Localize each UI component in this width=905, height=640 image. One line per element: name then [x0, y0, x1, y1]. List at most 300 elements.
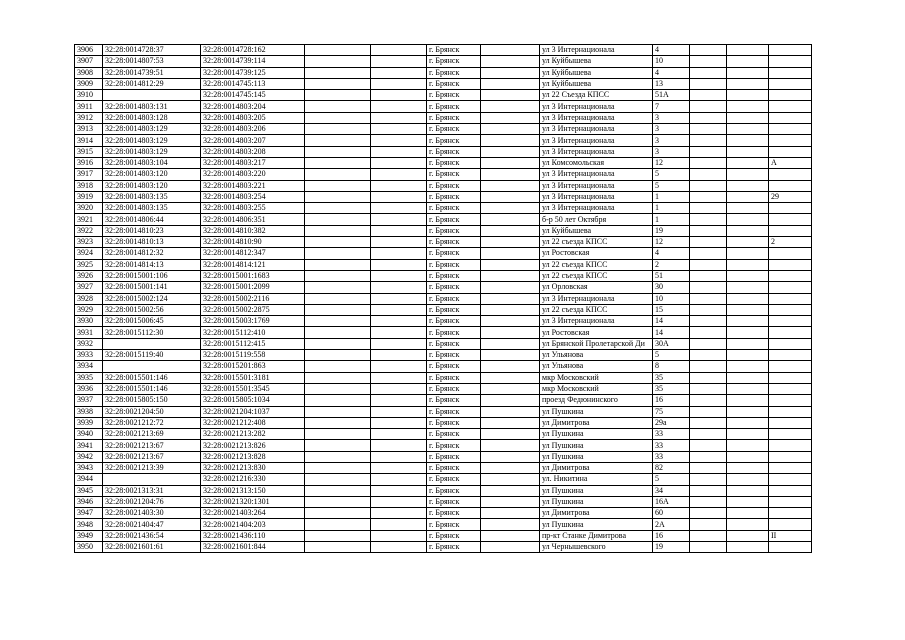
street-cell: ул Чернышевского	[540, 542, 653, 553]
table-row	[75, 406, 812, 417]
land-cadastral-number-cell: 32:28:0015112:30	[103, 327, 201, 338]
row-number-cell: 3916	[75, 157, 103, 168]
row-number-cell: 3913	[75, 124, 103, 135]
blank-cell-c	[481, 259, 540, 270]
blank-cell-c	[481, 56, 540, 67]
building-cadastral-number-cell: 32:28:0021436:110	[201, 530, 305, 541]
blank-cell-b	[371, 180, 427, 191]
blank-cell-d	[690, 248, 727, 259]
blank-cell-a	[305, 395, 371, 406]
blank-cell-a	[305, 327, 371, 338]
blank-cell-c	[481, 338, 540, 349]
house-number-cell: 2	[653, 259, 690, 270]
street-cell: ул 3 Интернационала	[540, 191, 653, 202]
blank-cell-e	[727, 508, 769, 519]
row-number-cell: 3944	[75, 474, 103, 485]
city-cell: г. Брянск	[427, 372, 481, 383]
blank-cell-e	[727, 496, 769, 507]
blank-cell-c	[481, 270, 540, 281]
blank-cell-b	[371, 45, 427, 56]
blank-cell-e	[727, 395, 769, 406]
blank-cell-d	[690, 293, 727, 304]
blank-cell-a	[305, 338, 371, 349]
extra-cell	[769, 304, 812, 315]
extra-cell	[769, 112, 812, 123]
table-row	[75, 225, 812, 236]
extra-cell	[769, 316, 812, 327]
building-cadastral-number-cell: 32:28:0014745:113	[201, 78, 305, 89]
table-row	[75, 203, 812, 214]
table-row	[75, 67, 812, 78]
blank-cell-a	[305, 225, 371, 236]
street-cell: ул Брянской Пролетарской Ди	[540, 338, 653, 349]
land-cadastral-number-cell: 32:28:0014739:51	[103, 67, 201, 78]
city-cell: г. Брянск	[427, 45, 481, 56]
building-cadastral-number-cell: 32:28:0014803:221	[201, 180, 305, 191]
extra-cell	[769, 225, 812, 236]
street-cell: мкр Московский	[540, 383, 653, 394]
blank-cell-a	[305, 429, 371, 440]
row-number-cell: 3930	[75, 316, 103, 327]
blank-cell-a	[305, 191, 371, 202]
extra-cell	[769, 45, 812, 56]
house-number-cell: 5	[653, 474, 690, 485]
extra-cell	[769, 293, 812, 304]
blank-cell-b	[371, 282, 427, 293]
blank-cell-a	[305, 146, 371, 157]
city-cell: г. Брянск	[427, 180, 481, 191]
land-cadastral-number-cell	[103, 338, 201, 349]
blank-cell-c	[481, 383, 540, 394]
blank-cell-a	[305, 135, 371, 146]
extra-cell	[769, 259, 812, 270]
house-number-cell: 3	[653, 124, 690, 135]
house-number-cell: 12	[653, 237, 690, 248]
blank-cell-b	[371, 146, 427, 157]
building-cadastral-number-cell: 32:28:0021404:203	[201, 519, 305, 530]
blank-cell-e	[727, 90, 769, 101]
building-cadastral-number-cell: 32:28:0014803:208	[201, 146, 305, 157]
building-cadastral-number-cell: 32:28:0015201:863	[201, 361, 305, 372]
blank-cell-a	[305, 406, 371, 417]
building-cadastral-number-cell: 32:28:0014728:162	[201, 45, 305, 56]
blank-cell-c	[481, 180, 540, 191]
extra-cell	[769, 248, 812, 259]
land-cadastral-number-cell: 32:28:0021212:72	[103, 417, 201, 428]
building-cadastral-number-cell: 32:28:0015112:410	[201, 327, 305, 338]
row-number-cell: 3947	[75, 508, 103, 519]
blank-cell-c	[481, 237, 540, 248]
blank-cell-b	[371, 395, 427, 406]
blank-cell-c	[481, 203, 540, 214]
blank-cell-d	[690, 451, 727, 462]
building-cadastral-number-cell: 32:28:0021601:844	[201, 542, 305, 553]
house-number-cell: 3	[653, 146, 690, 157]
blank-cell-e	[727, 530, 769, 541]
city-cell: г. Брянск	[427, 519, 481, 530]
blank-cell-c	[481, 146, 540, 157]
street-cell: ул Ульянова	[540, 350, 653, 361]
blank-cell-d	[690, 67, 727, 78]
blank-cell-a	[305, 56, 371, 67]
building-cadastral-number-cell: 32:28:0021320:1301	[201, 496, 305, 507]
blank-cell-d	[690, 508, 727, 519]
row-number-cell: 3933	[75, 350, 103, 361]
table-row	[75, 474, 812, 485]
street-cell: ул Куйбышева	[540, 225, 653, 236]
house-number-cell: 1	[653, 214, 690, 225]
blank-cell-d	[690, 395, 727, 406]
blank-cell-d	[690, 135, 727, 146]
blank-cell-b	[371, 259, 427, 270]
blank-cell-a	[305, 78, 371, 89]
blank-cell-d	[690, 78, 727, 89]
row-number-cell: 3945	[75, 485, 103, 496]
land-cadastral-number-cell: 32:28:0021313:31	[103, 485, 201, 496]
blank-cell-c	[481, 90, 540, 101]
blank-cell-c	[481, 304, 540, 315]
blank-cell-c	[481, 135, 540, 146]
blank-cell-d	[690, 462, 727, 473]
table-row	[75, 383, 812, 394]
building-cadastral-number-cell: 32:28:0014803:217	[201, 157, 305, 168]
extra-cell	[769, 429, 812, 440]
extra-cell	[769, 508, 812, 519]
land-cadastral-number-cell	[103, 361, 201, 372]
blank-cell-a	[305, 485, 371, 496]
extra-cell	[769, 180, 812, 191]
blank-cell-a	[305, 101, 371, 112]
land-cadastral-number-cell	[103, 474, 201, 485]
blank-cell-b	[371, 383, 427, 394]
table-row	[75, 361, 812, 372]
blank-cell-a	[305, 237, 371, 248]
street-cell: ул 3 Интернационала	[540, 124, 653, 135]
land-cadastral-number-cell: 32:28:0014803:135	[103, 203, 201, 214]
table-row	[75, 440, 812, 451]
blank-cell-e	[727, 462, 769, 473]
row-number-cell: 3912	[75, 112, 103, 123]
building-cadastral-number-cell: 32:28:0014803:207	[201, 135, 305, 146]
blank-cell-e	[727, 293, 769, 304]
house-number-cell: 12	[653, 157, 690, 168]
city-cell: г. Брянск	[427, 248, 481, 259]
blank-cell-d	[690, 530, 727, 541]
house-number-cell: 51А	[653, 90, 690, 101]
extra-cell: 29	[769, 191, 812, 202]
table-row	[75, 124, 812, 135]
house-number-cell: 14	[653, 327, 690, 338]
extra-cell	[769, 542, 812, 553]
blank-cell-d	[690, 259, 727, 270]
city-cell: г. Брянск	[427, 237, 481, 248]
city-cell: г. Брянск	[427, 496, 481, 507]
blank-cell-d	[690, 372, 727, 383]
city-cell: г. Брянск	[427, 78, 481, 89]
blank-cell-a	[305, 282, 371, 293]
table-row	[75, 146, 812, 157]
row-number-cell: 3924	[75, 248, 103, 259]
house-number-cell: 1	[653, 203, 690, 214]
city-cell: г. Брянск	[427, 157, 481, 168]
blank-cell-b	[371, 214, 427, 225]
row-number-cell: 3923	[75, 237, 103, 248]
house-number-cell: 13	[653, 78, 690, 89]
street-cell: ул Куйбышева	[540, 56, 653, 67]
building-cadastral-number-cell: 32:28:0015001:2099	[201, 282, 305, 293]
city-cell: г. Брянск	[427, 169, 481, 180]
land-cadastral-number-cell: 32:28:0014803:135	[103, 191, 201, 202]
table-row	[75, 338, 812, 349]
table-row	[75, 327, 812, 338]
table-row	[75, 214, 812, 225]
blank-cell-d	[690, 237, 727, 248]
building-cadastral-number-cell: 32:28:0015003:1769	[201, 316, 305, 327]
street-cell: ул 22 съезда КПСС	[540, 304, 653, 315]
table-row	[75, 101, 812, 112]
city-cell: г. Брянск	[427, 350, 481, 361]
blank-cell-e	[727, 327, 769, 338]
blank-cell-b	[371, 67, 427, 78]
city-cell: г. Брянск	[427, 474, 481, 485]
blank-cell-a	[305, 440, 371, 451]
city-cell: г. Брянск	[427, 451, 481, 462]
blank-cell-e	[727, 124, 769, 135]
building-cadastral-number-cell: 32:28:0021313:150	[201, 485, 305, 496]
blank-cell-b	[371, 519, 427, 530]
blank-cell-e	[727, 112, 769, 123]
blank-cell-b	[371, 316, 427, 327]
land-cadastral-number-cell: 32:28:0021436:54	[103, 530, 201, 541]
land-cadastral-number-cell: 32:28:0014803:128	[103, 112, 201, 123]
house-number-cell: 1	[653, 191, 690, 202]
table-row	[75, 112, 812, 123]
table-row	[75, 169, 812, 180]
blank-cell-b	[371, 361, 427, 372]
city-cell: г. Брянск	[427, 90, 481, 101]
blank-cell-e	[727, 203, 769, 214]
city-cell: г. Брянск	[427, 440, 481, 451]
city-cell: г. Брянск	[427, 417, 481, 428]
blank-cell-d	[690, 101, 727, 112]
table-row	[75, 180, 812, 191]
blank-cell-c	[481, 542, 540, 553]
blank-cell-c	[481, 496, 540, 507]
table-row	[75, 530, 812, 541]
blank-cell-d	[690, 191, 727, 202]
house-number-cell: 35	[653, 383, 690, 394]
blank-cell-b	[371, 101, 427, 112]
blank-cell-d	[690, 270, 727, 281]
house-number-cell: 33	[653, 440, 690, 451]
street-cell: ул Пушкина	[540, 496, 653, 507]
blank-cell-b	[371, 508, 427, 519]
extra-cell	[769, 440, 812, 451]
blank-cell-c	[481, 293, 540, 304]
blank-cell-d	[690, 146, 727, 157]
row-number-cell: 3938	[75, 406, 103, 417]
blank-cell-c	[481, 282, 540, 293]
blank-cell-b	[371, 293, 427, 304]
table-row	[75, 542, 812, 553]
street-cell: ул 3 Интернационала	[540, 203, 653, 214]
table-row	[75, 395, 812, 406]
row-number-cell: 3914	[75, 135, 103, 146]
table-row	[75, 282, 812, 293]
house-number-cell: 82	[653, 462, 690, 473]
extra-cell: 2	[769, 237, 812, 248]
extra-cell	[769, 451, 812, 462]
row-number-cell: 3943	[75, 462, 103, 473]
street-cell: ул. Никитина	[540, 474, 653, 485]
table-row	[75, 157, 812, 168]
street-cell: ул 3 Интернационала	[540, 293, 653, 304]
street-cell: ул 3 Интернационала	[540, 101, 653, 112]
blank-cell-c	[481, 451, 540, 462]
house-number-cell: 34	[653, 485, 690, 496]
city-cell: г. Брянск	[427, 270, 481, 281]
blank-cell-b	[371, 237, 427, 248]
blank-cell-d	[690, 327, 727, 338]
row-number-cell: 3917	[75, 169, 103, 180]
blank-cell-c	[481, 350, 540, 361]
building-cadastral-number-cell: 32:28:0021213:282	[201, 429, 305, 440]
table-row	[75, 78, 812, 89]
blank-cell-e	[727, 372, 769, 383]
street-cell: пр-кт Станке Димитрова	[540, 530, 653, 541]
blank-cell-d	[690, 429, 727, 440]
blank-cell-a	[305, 112, 371, 123]
street-cell: ул Комсомольская	[540, 157, 653, 168]
blank-cell-b	[371, 429, 427, 440]
city-cell: г. Брянск	[427, 112, 481, 123]
extra-cell	[769, 135, 812, 146]
row-number-cell: 3919	[75, 191, 103, 202]
blank-cell-e	[727, 237, 769, 248]
blank-cell-b	[371, 56, 427, 67]
building-cadastral-number-cell: 32:28:0014739:114	[201, 56, 305, 67]
building-cadastral-number-cell: 32:28:0014806:351	[201, 214, 305, 225]
blank-cell-b	[371, 530, 427, 541]
table-row	[75, 451, 812, 462]
house-number-cell: 33	[653, 451, 690, 462]
house-number-cell: 75	[653, 406, 690, 417]
city-cell: г. Брянск	[427, 338, 481, 349]
extra-cell	[769, 519, 812, 530]
blank-cell-a	[305, 372, 371, 383]
blank-cell-b	[371, 135, 427, 146]
city-cell: г. Брянск	[427, 395, 481, 406]
extra-cell	[769, 372, 812, 383]
street-cell: ул 3 Интернационала	[540, 45, 653, 56]
extra-cell	[769, 462, 812, 473]
blank-cell-d	[690, 225, 727, 236]
blank-cell-a	[305, 304, 371, 315]
city-cell: г. Брянск	[427, 293, 481, 304]
blank-cell-c	[481, 316, 540, 327]
blank-cell-d	[690, 157, 727, 168]
table-row	[75, 519, 812, 530]
blank-cell-e	[727, 417, 769, 428]
blank-cell-a	[305, 293, 371, 304]
blank-cell-b	[371, 304, 427, 315]
blank-cell-a	[305, 248, 371, 259]
city-cell: г. Брянск	[427, 429, 481, 440]
house-number-cell: 16	[653, 530, 690, 541]
land-cadastral-number-cell: 32:28:0014806:44	[103, 214, 201, 225]
blank-cell-b	[371, 270, 427, 281]
land-cadastral-number-cell: 32:28:0015501:146	[103, 383, 201, 394]
house-number-cell: 51	[653, 270, 690, 281]
blank-cell-b	[371, 191, 427, 202]
blank-cell-a	[305, 417, 371, 428]
building-cadastral-number-cell: 32:28:0021213:830	[201, 462, 305, 473]
row-number-cell: 3915	[75, 146, 103, 157]
blank-cell-c	[481, 474, 540, 485]
blank-cell-a	[305, 316, 371, 327]
table-row	[75, 45, 812, 56]
house-number-cell: 7	[653, 101, 690, 112]
row-number-cell: 3922	[75, 225, 103, 236]
building-cadastral-number-cell: 32:28:0014812:347	[201, 248, 305, 259]
row-number-cell: 3932	[75, 338, 103, 349]
blank-cell-d	[690, 45, 727, 56]
row-number-cell: 3928	[75, 293, 103, 304]
house-number-cell: 8	[653, 361, 690, 372]
house-number-cell: 5	[653, 180, 690, 191]
blank-cell-d	[690, 542, 727, 553]
city-cell: г. Брянск	[427, 56, 481, 67]
table-row	[75, 350, 812, 361]
street-cell: ул Ростовская	[540, 248, 653, 259]
blank-cell-b	[371, 338, 427, 349]
land-cadastral-number-cell: 32:28:0015001:106	[103, 270, 201, 281]
blank-cell-c	[481, 440, 540, 451]
row-number-cell: 3920	[75, 203, 103, 214]
blank-cell-d	[690, 350, 727, 361]
land-cadastral-number-cell: 32:28:0021403:30	[103, 508, 201, 519]
row-number-cell: 3937	[75, 395, 103, 406]
street-cell: ул 3 Интернационала	[540, 316, 653, 327]
blank-cell-e	[727, 56, 769, 67]
house-number-cell: 3	[653, 112, 690, 123]
city-cell: г. Брянск	[427, 124, 481, 135]
table-row	[75, 56, 812, 67]
city-cell: г. Брянск	[427, 225, 481, 236]
house-number-cell: 3	[653, 135, 690, 146]
blank-cell-b	[371, 542, 427, 553]
extra-cell	[769, 485, 812, 496]
blank-cell-e	[727, 350, 769, 361]
blank-cell-d	[690, 383, 727, 394]
blank-cell-e	[727, 157, 769, 168]
city-cell: г. Брянск	[427, 135, 481, 146]
row-number-cell: 3925	[75, 259, 103, 270]
row-number-cell: 3949	[75, 530, 103, 541]
street-cell: ул Пушкина	[540, 406, 653, 417]
extra-cell	[769, 417, 812, 428]
blank-cell-c	[481, 530, 540, 541]
building-cadastral-number-cell: 32:28:0014810:382	[201, 225, 305, 236]
blank-cell-b	[371, 248, 427, 259]
blank-cell-c	[481, 429, 540, 440]
row-number-cell: 3941	[75, 440, 103, 451]
building-cadastral-number-cell: 32:28:0015001:1683	[201, 270, 305, 281]
extra-cell	[769, 67, 812, 78]
blank-cell-b	[371, 372, 427, 383]
blank-cell-a	[305, 361, 371, 372]
blank-cell-a	[305, 180, 371, 191]
